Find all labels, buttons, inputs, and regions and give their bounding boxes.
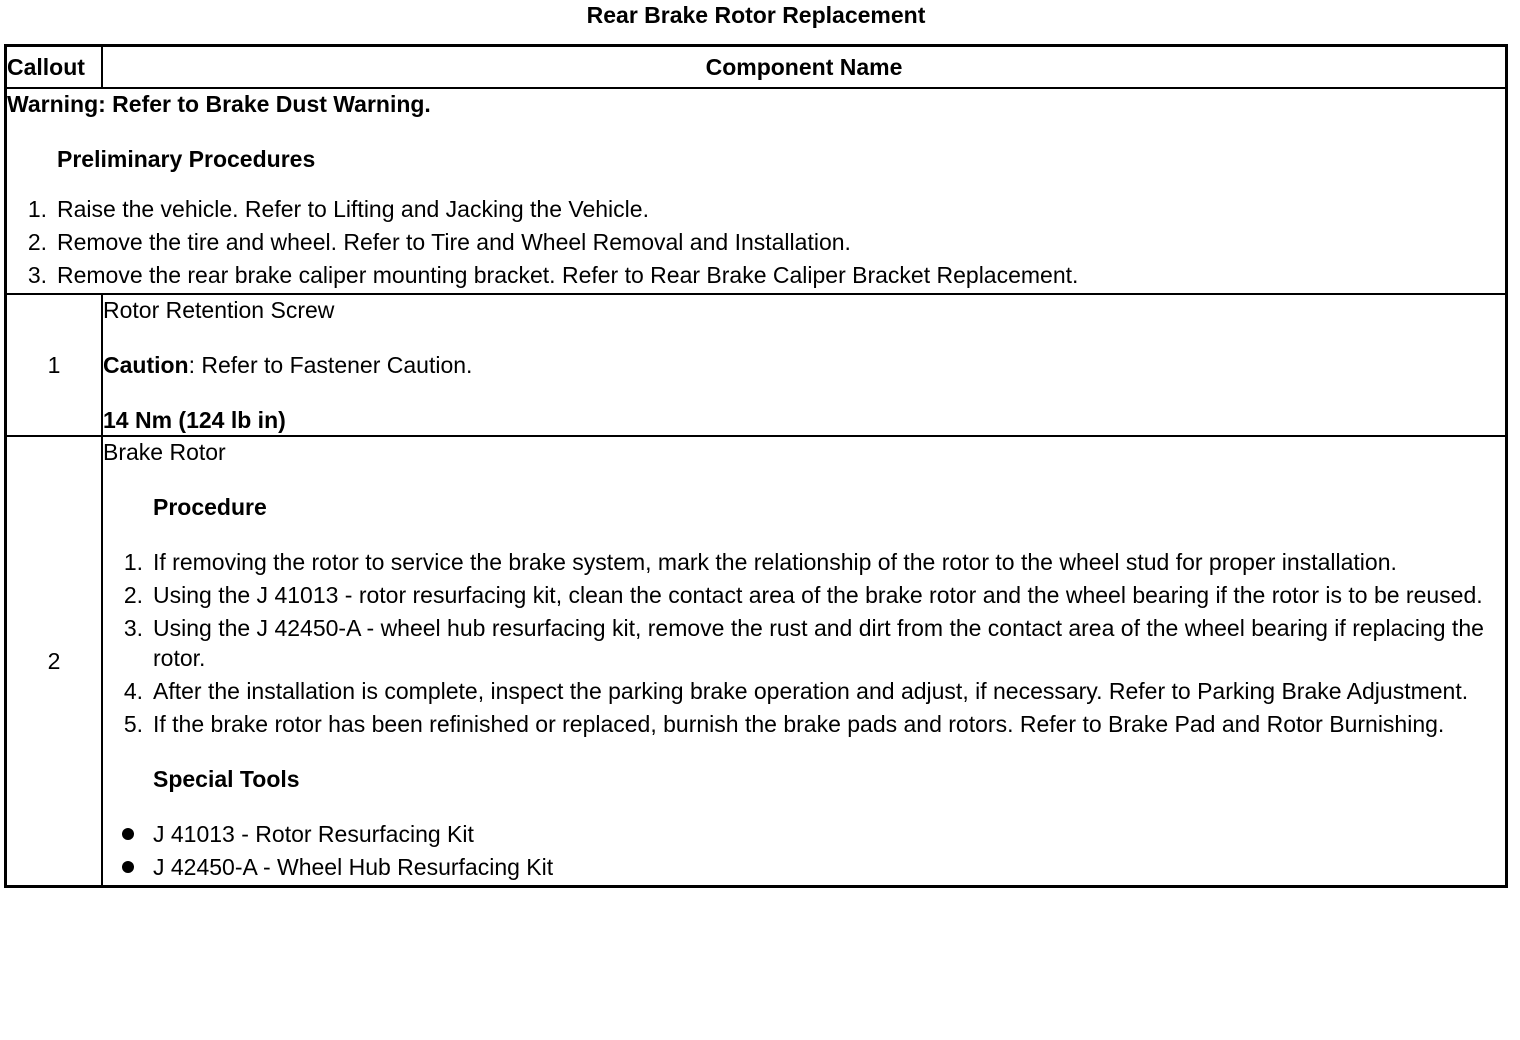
component-cell bbox=[102, 294, 1507, 436]
list-item bbox=[103, 819, 1505, 849]
bullet-icon bbox=[103, 819, 153, 849]
bullet-icon bbox=[103, 852, 153, 882]
caution-label: Caution bbox=[103, 352, 189, 378]
table-header-row bbox=[6, 46, 1507, 89]
list-item bbox=[103, 852, 1505, 882]
callout-number: 2 bbox=[6, 436, 103, 887]
table-row bbox=[6, 436, 1507, 887]
header-component-name: Component Name bbox=[102, 46, 1507, 89]
component-cell bbox=[102, 436, 1507, 887]
special-tools-list bbox=[103, 819, 1505, 882]
list-item bbox=[7, 227, 1505, 257]
torque-spec: 14 Nm (124 lb in) bbox=[103, 407, 286, 433]
caution-line bbox=[103, 350, 1505, 380]
step-text: Remove the rear brake caliper mounting bracket. Refer to Rear Brake Caliper Bracket Replacement. bbox=[57, 262, 1079, 288]
step-number: 3. bbox=[123, 615, 143, 641]
procedure-table bbox=[4, 44, 1508, 888]
list-item bbox=[103, 580, 1505, 610]
warning-cell bbox=[6, 88, 1507, 294]
header-callout: Callout bbox=[6, 46, 103, 89]
table-row bbox=[6, 294, 1507, 436]
list-item bbox=[103, 676, 1505, 706]
step-text: Using the J 42450-A - wheel hub resurfacing kit, remove the rust and dirt from the contact area of the wheel bearing if replacing the rotor. bbox=[153, 615, 1484, 671]
step-number: 5. bbox=[123, 711, 143, 737]
component-name: Rotor Retention Screw bbox=[103, 297, 335, 323]
preliminary-heading: Preliminary Procedures bbox=[57, 146, 316, 172]
caution-text: : Refer to Fastener Caution. bbox=[188, 352, 473, 378]
step-number: 4. bbox=[123, 678, 143, 704]
page-title: Rear Brake Rotor Replacement bbox=[586, 2, 926, 28]
list-item bbox=[103, 709, 1505, 739]
step-text: If the brake rotor has been refinished or replaced, burnish the brake pads and rotors. Refer to Brake Pad and Rotor Burnishing. bbox=[153, 711, 1445, 737]
step-number: 2. bbox=[123, 582, 143, 608]
step-text: After the installation is complete, inspect the parking brake operation and adjust, if necessary. Refer to Parking Brake Adjustment. bbox=[153, 678, 1469, 704]
step-text: If removing the rotor to service the brake system, mark the relationship of the rotor to the wheel stud for proper installation. bbox=[153, 549, 1397, 575]
procedure-heading: Procedure bbox=[153, 494, 267, 520]
special-tools-heading: Special Tools bbox=[153, 766, 300, 792]
list-item bbox=[7, 260, 1505, 290]
step-number: 1. bbox=[123, 549, 143, 575]
warning-row bbox=[6, 88, 1507, 294]
step-number: 3. bbox=[27, 262, 47, 288]
list-item bbox=[103, 547, 1505, 577]
brake-dust-warning: Warning: Refer to Brake Dust Warning. bbox=[7, 91, 431, 117]
list-item bbox=[7, 194, 1505, 224]
step-number: 1. bbox=[27, 196, 47, 222]
tool-text: J 42450-A - Wheel Hub Resurfacing Kit bbox=[153, 854, 554, 880]
step-text: Raise the vehicle. Refer to Lifting and Jacking the Vehicle. bbox=[57, 196, 649, 222]
tool-text: J 41013 - Rotor Resurfacing Kit bbox=[153, 821, 474, 847]
procedure-steps bbox=[103, 547, 1505, 739]
list-item bbox=[103, 613, 1505, 673]
preliminary-steps bbox=[7, 194, 1505, 290]
step-text: Remove the tire and wheel. Refer to Tire and Wheel Removal and Installation. bbox=[57, 229, 851, 255]
step-number: 2. bbox=[27, 229, 47, 255]
step-text: Using the J 41013 - rotor resurfacing kit, clean the contact area of the brake rotor and the wheel bearing if the rotor is to be reused. bbox=[153, 582, 1483, 608]
component-name: Brake Rotor bbox=[103, 439, 226, 465]
callout-number: 1 bbox=[6, 294, 103, 436]
